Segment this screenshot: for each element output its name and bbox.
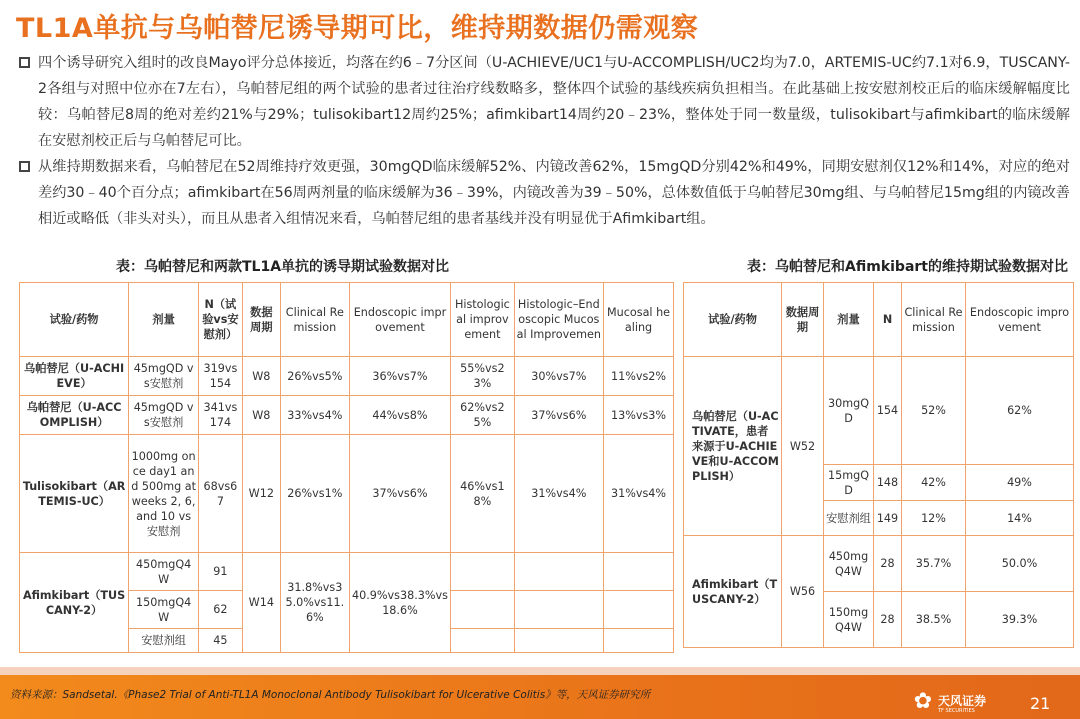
dose-cell: 45mgQD vs安慰剂 bbox=[129, 396, 199, 435]
dose-cell: 安慰剂组 bbox=[824, 501, 874, 536]
dose-cell: 45mgQD vs安慰剂 bbox=[129, 357, 199, 396]
induction-table-caption: 表：乌帕替尼和两款TL1A单抗的诱导期试验数据对比 bbox=[116, 259, 450, 275]
value-cell: 52% bbox=[902, 357, 966, 465]
header-cell: N（试验vs安慰剂） bbox=[199, 283, 243, 357]
footer bbox=[0, 667, 1080, 719]
empty-cell bbox=[514, 629, 604, 653]
n-cell: 149 bbox=[874, 501, 902, 536]
value-cell: 30%vs7% bbox=[514, 357, 604, 396]
value-cell: 49% bbox=[966, 465, 1074, 501]
table-row bbox=[20, 357, 674, 396]
value-cell: 26%vs5% bbox=[280, 357, 349, 396]
table-header-row bbox=[20, 283, 674, 357]
header-cell: N bbox=[874, 283, 902, 357]
bullet-paragraph bbox=[18, 50, 1070, 154]
square-bullet-icon bbox=[19, 161, 30, 172]
empty-cell bbox=[514, 591, 604, 629]
value-cell: 46%vs18% bbox=[451, 435, 514, 553]
flower-logo-icon: ✿ bbox=[913, 689, 933, 714]
value-cell: 37%vs6% bbox=[349, 435, 451, 553]
period-cell: W14 bbox=[242, 553, 280, 653]
value-cell: 31.8%vs35.0%vs11.6% bbox=[280, 553, 349, 653]
logo-subtext: TF SECURITIES bbox=[938, 708, 975, 714]
value-cell: 33%vs4% bbox=[280, 396, 349, 435]
table-row bbox=[20, 435, 674, 553]
header-cell: Endoscopic improvement bbox=[966, 283, 1074, 357]
value-cell: 13%vs3% bbox=[604, 396, 674, 435]
drug-cell: 乌帕替尼（U-ACCOMPLISH） bbox=[20, 396, 129, 435]
value-cell: 14% bbox=[966, 501, 1074, 536]
table-header-row bbox=[684, 283, 1074, 357]
value-cell: 37%vs6% bbox=[514, 396, 604, 435]
table-row bbox=[20, 396, 674, 435]
period-cell: W12 bbox=[242, 435, 280, 553]
n-cell: 28 bbox=[874, 536, 902, 592]
drug-cell: Afimkibart（TUSCANY-2） bbox=[684, 536, 782, 648]
empty-cell bbox=[451, 629, 514, 653]
bullet-text: 从维持期数据来看，乌帕替尼在52周维持疗效更强，30mgQD临床缓解52%、内镜改善62%，15mgQD分别42%和49%，同期安慰剂仅12%和14%，对应的绝对差约30﹣40个百分点；afimkibart在56周两剂量的临床缓解为36﹣39%，内镜改善为39﹣50%，总体数值低于乌帕替尼30mg组、与乌帕替尼15mg组的内镜改善相近或略低（非头对头），而且从患者入组情况来看，乌帕替尼组的患者基线并没有明显优于Afimkibart组。 bbox=[38, 159, 1070, 227]
value-cell: 39.3% bbox=[966, 592, 1074, 648]
n-cell: 68vs67 bbox=[199, 435, 243, 553]
value-cell: 35.7% bbox=[902, 536, 966, 592]
dose-cell: 1000mg once day1 and 500mg at weeks 2, 6, and 10 vs安慰剂 bbox=[129, 435, 199, 553]
header-cell: Clinical Remission bbox=[902, 283, 966, 357]
dose-cell: 150mgQ4W bbox=[129, 591, 199, 629]
dose-cell: 30mgQD bbox=[824, 357, 874, 465]
empty-cell bbox=[451, 553, 514, 591]
drug-cell: Afimkibart（TUSCANY-2） bbox=[20, 553, 129, 653]
header-cell: 剂量 bbox=[824, 283, 874, 357]
bullet-text: 四个诱导研究入组时的改良Mayo评分总体接近，均落在约6﹣7分区间（U-ACHIEVE/UC1与U-ACCOMPLISH/UC2均为7.0，ARTEMIS-UC约7.1对6.9，TUSCANY-2各组与对照中位亦在7左右），乌帕替尼组的两个试验的患者过往治疗线数略多，整体四个试验的基线疾病负担相当。在此基础上按安慰剂校正后的临床缓解幅度比较：乌帕替尼8周的绝对差约21%与29%；tulisokibart12周约25%；afimkibart14周约20﹣23%，整体处于同一数量级，tulisokibart与afimkibart的临床缓解在安慰剂校正后与乌帕替尼可比。 bbox=[38, 55, 1070, 149]
footer-band bbox=[0, 675, 1080, 719]
value-cell: 38.5% bbox=[902, 592, 966, 648]
n-cell: 154 bbox=[874, 357, 902, 465]
header-cell: 试验/药物 bbox=[684, 283, 782, 357]
period-cell: W8 bbox=[242, 396, 280, 435]
empty-cell bbox=[514, 553, 604, 591]
empty-cell bbox=[604, 553, 674, 591]
period-cell: W8 bbox=[242, 357, 280, 396]
header-cell: Clinical Remission bbox=[280, 283, 349, 357]
value-cell: 42% bbox=[902, 465, 966, 501]
value-cell: 31%vs4% bbox=[514, 435, 604, 553]
table-row bbox=[684, 357, 1074, 465]
dose-cell: 150mgQ4W bbox=[824, 592, 874, 648]
empty-cell bbox=[604, 591, 674, 629]
n-cell: 62 bbox=[199, 591, 243, 629]
n-cell: 148 bbox=[874, 465, 902, 501]
empty-cell bbox=[604, 629, 674, 653]
maintenance-table-caption: 表：乌帕替尼和Afimkibart的维持期试验数据对比 bbox=[747, 259, 1068, 275]
dose-cell: 安慰剂组 bbox=[129, 629, 199, 653]
n-cell: 28 bbox=[874, 592, 902, 648]
empty-cell bbox=[451, 591, 514, 629]
page-title: TL1A单抗与乌帕替尼诱导期可比，维持期数据仍需观察 bbox=[16, 13, 699, 44]
table-row bbox=[20, 553, 674, 591]
value-cell: 11%vs2% bbox=[604, 357, 674, 396]
page-number: 21 bbox=[1030, 694, 1051, 713]
drug-cell: 乌帕替尼（U-ACHIEVE） bbox=[20, 357, 129, 396]
value-cell: 55%vs23% bbox=[451, 357, 514, 396]
bullet-list bbox=[18, 50, 1070, 232]
value-cell: 36%vs7% bbox=[349, 357, 451, 396]
table-row bbox=[684, 536, 1074, 592]
n-cell: 341vs 174 bbox=[199, 396, 243, 435]
value-cell: 26%vs1% bbox=[280, 435, 349, 553]
header-cell: 试验/药物 bbox=[20, 283, 129, 357]
induction-table bbox=[19, 282, 674, 653]
n-cell: 319vs 154 bbox=[199, 357, 243, 396]
drug-cell: 乌帕替尼（U-ACTIVATE，患者来源于U-ACHIEVE和U-ACCOMPLISH） bbox=[684, 357, 782, 536]
header-cell: 剂量 bbox=[129, 283, 199, 357]
header-cell: Endoscopic improvement bbox=[349, 283, 451, 357]
dose-cell: 450mgQ4W bbox=[129, 553, 199, 591]
value-cell: 62%vs25% bbox=[451, 396, 514, 435]
square-bullet-icon bbox=[19, 57, 30, 68]
n-cell: 91 bbox=[199, 553, 243, 591]
header-cell: Histologic–Endoscopic Mucosal Improvemen bbox=[514, 283, 604, 357]
header-cell: 数据周期 bbox=[782, 283, 824, 357]
maintenance-table bbox=[683, 282, 1074, 648]
dose-cell: 450mgQ4W bbox=[824, 536, 874, 592]
period-cell: W52 bbox=[782, 357, 824, 536]
company-logo bbox=[910, 689, 990, 719]
n-cell: 45 bbox=[199, 629, 243, 653]
bullet-paragraph bbox=[18, 154, 1070, 232]
value-cell: 50.0% bbox=[966, 536, 1074, 592]
logo-text: 天风证券 bbox=[938, 694, 987, 708]
value-cell: 62% bbox=[966, 357, 1074, 465]
value-cell: 40.9%vs38.3%vs18.6% bbox=[349, 553, 451, 653]
drug-cell: Tulisokibart（ARTEMIS-UC） bbox=[20, 435, 129, 553]
header-cell: Histological improvement bbox=[451, 283, 514, 357]
value-cell: 44%vs8% bbox=[349, 396, 451, 435]
period-cell: W56 bbox=[782, 536, 824, 648]
header-cell: 数据周期 bbox=[242, 283, 280, 357]
header-cell: Mucosal healing bbox=[604, 283, 674, 357]
dose-cell: 15mgQD bbox=[824, 465, 874, 501]
value-cell: 31%vs4% bbox=[604, 435, 674, 553]
value-cell: 12% bbox=[902, 501, 966, 536]
source-note: 资料来源：Sandsetal.《Phase2 Trial of Anti-TL1A Monoclonal Antibody Tulisokibart for Ulcerative Colitis》等，天风证券研究所 bbox=[10, 689, 651, 701]
